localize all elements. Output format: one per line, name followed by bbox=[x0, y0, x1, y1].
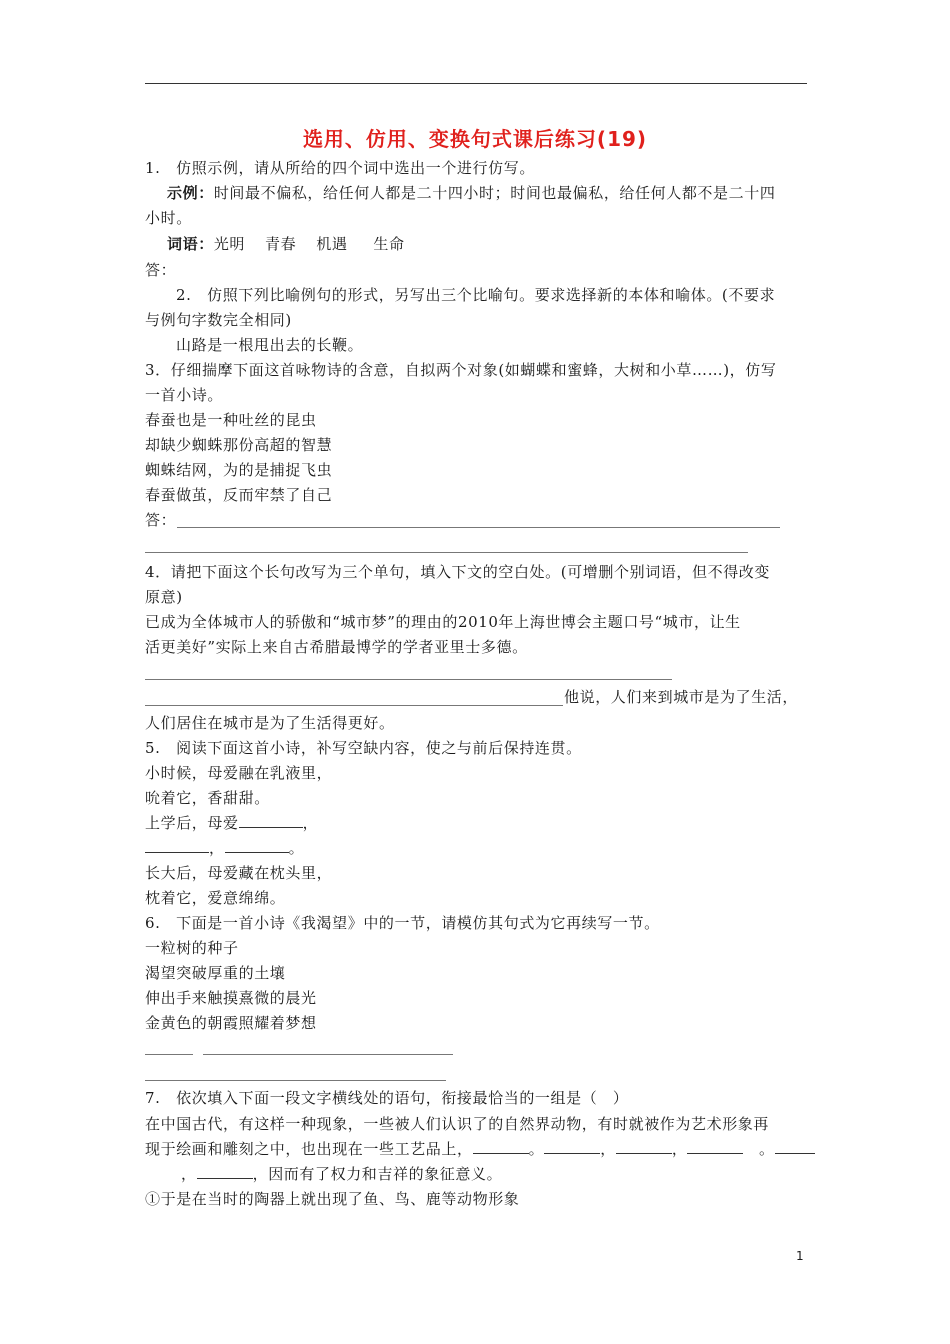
q3-stem-cont: 一首小诗。 bbox=[145, 386, 224, 404]
q1-word: 生命 bbox=[373, 235, 405, 253]
q7-blank[interactable] bbox=[687, 1138, 743, 1154]
q3-poem-line: 春蚕做茧，反而牢禁了自己 bbox=[145, 486, 333, 504]
q5-blank[interactable] bbox=[145, 837, 209, 853]
q3-poem-line: 春蚕也是一种吐丝的昆虫 bbox=[145, 411, 317, 429]
q7-stem: 7. 依次填入下面一段文字横线处的语句，衔接最恰当的一组是（ ） bbox=[145, 1089, 629, 1107]
q6-poem-line: 伸出手来触摸熹微的晨光 bbox=[145, 989, 317, 1007]
q4-sentence: 已成为全体城市人的骄傲和“城市梦”的理由的2010年上海世博会主题口号“城市，让生 bbox=[145, 613, 741, 631]
q4-tail: 他说，人们来到城市是为了生活， bbox=[564, 688, 799, 706]
q1-example bbox=[167, 182, 775, 204]
q6-answer-line[interactable] bbox=[145, 1080, 446, 1081]
q1-word: 光明 bbox=[213, 235, 246, 253]
q7-para-end-text: ，因而有了权力和吉祥的象征意义。 bbox=[252, 1165, 503, 1183]
q5-line-text: 上学后，母爱 bbox=[145, 814, 239, 832]
q3-answer-line[interactable] bbox=[145, 552, 748, 553]
q1-stem: 1. 仿照示例，请从所给的四个词中选出一个进行仿写。 bbox=[145, 159, 535, 177]
q7-blank[interactable] bbox=[775, 1138, 815, 1154]
q6-answer-line[interactable] bbox=[145, 1054, 193, 1055]
q7-blank[interactable] bbox=[544, 1138, 600, 1154]
q1-example-text: 时间最不偏私，给任何人都是二十四小时；时间也最偏私，给任何人都不是二十四 bbox=[213, 184, 776, 202]
q1-words-label: 词语： bbox=[167, 235, 214, 253]
q7-para-end: ， ，因而有了权力和吉祥的象征意义。 bbox=[145, 1163, 502, 1185]
q5-poem-line: 枕着它，爱意绵绵。 bbox=[145, 889, 286, 907]
q3-answer-label: 答： bbox=[145, 511, 177, 529]
q5-blank[interactable] bbox=[225, 837, 289, 853]
q4-tail-cont: 人们居住在城市是为了生活得更好。 bbox=[145, 714, 395, 732]
q4-stem: 4．请把下面这个长句改写为三个单句，填入下文的空白处。(可增删个别词语，但不得改变 bbox=[145, 563, 770, 581]
q5-blank[interactable] bbox=[239, 812, 303, 828]
q6-poem-line: 金黄色的朝霞照耀着梦想 bbox=[145, 1014, 317, 1032]
q6-stem: 6. 下面是一首小诗《我渴望》中的一节，请模仿其句式为它再续写一节。 bbox=[145, 914, 660, 932]
q2-stem-cont: 与例句字数完全相同) bbox=[145, 311, 292, 329]
q5-poem-line: 小时候，母爱融在乳液里， bbox=[145, 764, 333, 782]
q1-answer-label: 答： bbox=[145, 261, 177, 279]
q5-poem-line: 吮着它，香甜甜。 bbox=[145, 789, 270, 807]
q2-example: 山路是一根甩出去的长鞭。 bbox=[176, 336, 364, 354]
q5-poem-line: 长大后，母爱藏在枕头里， bbox=[145, 864, 333, 882]
header-rule bbox=[145, 83, 807, 84]
q6-answer-line[interactable] bbox=[203, 1054, 453, 1055]
q3-poem-line: 却缺少蜘蛛那份高超的智慧 bbox=[145, 436, 333, 454]
q6-poem-line: 渴望突破厚重的土壤 bbox=[145, 964, 286, 982]
page-number: 1 bbox=[796, 1249, 804, 1263]
q5-stem: 5. 阅读下面这首小诗，补写空缺内容，使之与前后保持连贯。 bbox=[145, 739, 582, 757]
q3-poem-line: 蜘蛛结网，为的是捕捉飞虫 bbox=[145, 461, 333, 479]
q7-gap bbox=[145, 1164, 181, 1179]
page-title: 选用、仿用、变换句式课后练习(19) bbox=[302, 127, 648, 151]
q7-blank[interactable] bbox=[197, 1163, 253, 1179]
q1-word: 机遇 bbox=[316, 235, 348, 253]
q2-stem: 2. 仿照下列比喻例句的形式，另写出三个比喻句。要求选择新的本体和喻体。(不要求 bbox=[176, 286, 776, 304]
q1-example-cont: 小时。 bbox=[145, 209, 192, 227]
q7-para: 在中国古代，有这样一种现象，一些被人们认识了的自然界动物，有时就被作为艺术形象再 bbox=[145, 1115, 770, 1133]
q4-answer-line[interactable] bbox=[145, 679, 672, 680]
q3-answer-line[interactable] bbox=[177, 527, 780, 528]
q7-para-blanks: 现于绘画和雕刻之中，也出现在一些工艺品上， 。 ， ， 。 bbox=[145, 1138, 815, 1160]
q6-poem-line: 一粒树的种子 bbox=[145, 939, 239, 957]
q4-answer-line[interactable] bbox=[145, 705, 563, 706]
q7-blank[interactable] bbox=[616, 1138, 672, 1154]
q7-para-text: 现于绘画和雕刻之中，也出现在一些工艺品上， bbox=[145, 1140, 473, 1158]
q5-period: 。 bbox=[288, 839, 305, 857]
q1-word: 青春 bbox=[265, 235, 297, 253]
q5-comma: ， bbox=[209, 839, 225, 857]
q7-blank[interactable] bbox=[473, 1138, 529, 1154]
q1-example-label: 示例： bbox=[167, 184, 214, 202]
q4-stem-cont: 原意) bbox=[145, 588, 183, 606]
q5-poem-line-blank bbox=[145, 812, 318, 834]
q5-comma: ， bbox=[302, 814, 319, 832]
q4-sentence-cont: 活更美好”实际上来自古希腊最博学的学者亚里士多德。 bbox=[145, 638, 528, 656]
q1-words bbox=[167, 233, 405, 255]
q3-stem: 3．仔细揣摩下面这首咏物诗的含意，自拟两个对象(如蝴蝶和蜜蜂，大树和小草……)，仿写 bbox=[145, 361, 777, 379]
q5-blank-line bbox=[145, 837, 304, 859]
q7-option-1: ①于是在当时的陶器上就出现了鱼、鸟、鹿等动物形象 bbox=[145, 1190, 520, 1208]
